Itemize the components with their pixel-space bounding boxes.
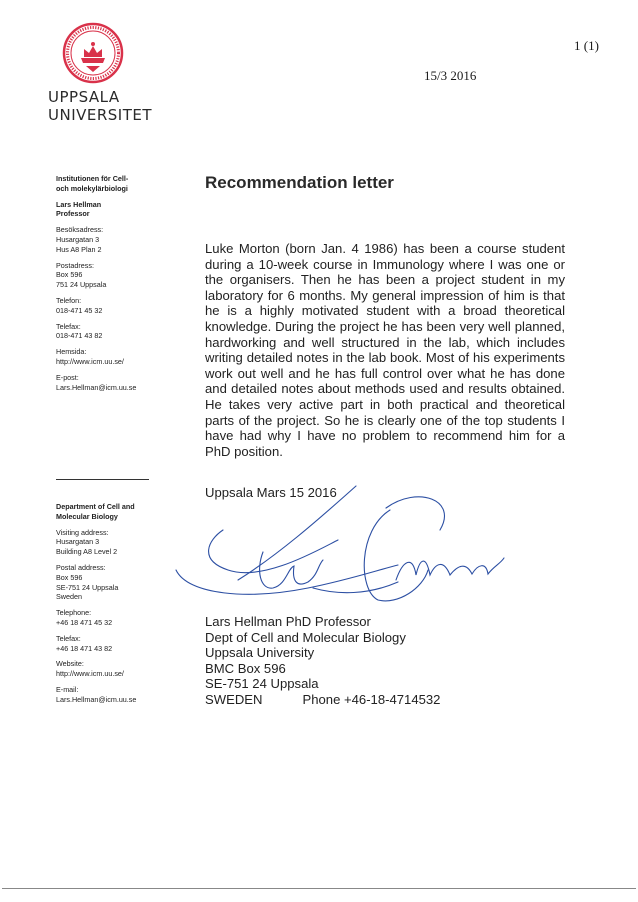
signer-department: Dept of Cell and Molecular Biology: [205, 629, 406, 645]
letter-title: Recommendation letter: [205, 173, 394, 192]
signature-block: [205, 614, 440, 708]
page-number: 1 (1): [574, 38, 599, 53]
website-sv: Hemsida: http://www.icm.uu.se/: [56, 347, 124, 366]
page-bottom-edge: [2, 888, 636, 889]
place-date: Uppsala Mars 15 2016: [205, 485, 337, 500]
dept-name-sv: Institutionen för Cell- och molekylärbiologi: [56, 174, 129, 193]
sidebar-swedish: [56, 174, 176, 398]
sidebar-divider: [56, 479, 149, 480]
phone-sv: Telefon: 018-471 45 32: [56, 295, 103, 315]
letter-body: Luke Morton (born Jan. 4 1986) has been a course student during a 10-week course in Immunology where I was one or the organisers. Then he has been a project student in my laboratory for 6 months. My general impression of him is that he is a highly motivated student with a broad theoretical knowledge. During the project he has been very well planned, hardworking and well structured in the lab, which includes writing detailed notes in the lab book. Most of his experiments work out well and he has full control over what he has done and detailed notes about methods used and results obtained. He takes very active part in both practical and theoretical parts of the project. So he is clearly one of the top students I have had why I have no problem to recommend him for a PhD position.: [205, 241, 565, 459]
university-seal-logo: [62, 22, 124, 84]
university-name: UPPSALA UNIVERSITET: [48, 88, 153, 124]
person-block: Lars Hellman Professor: [56, 199, 102, 219]
signer-university: Uppsala University: [205, 645, 315, 661]
handwritten-signature: [168, 470, 518, 615]
signer-country-phone: SWEDEN Phone +46-18-4714532: [205, 691, 441, 707]
signer-box: BMC Box 596: [205, 660, 286, 676]
email-sv: E-post: Lars.Hellman@icm.uu.se: [56, 372, 137, 392]
postal-address-sv: Postadress: Box 596 751 24 Uppsala: [56, 260, 107, 290]
sidebar-english: [56, 502, 176, 711]
postal-address-en: Postal address: Box 596 SE-751 24 Uppsala Sweden: [56, 562, 119, 602]
email-en: E-mail: Lars.Hellman@icm.uu.se: [56, 684, 137, 704]
phone-en: Telephone: +46 18 471 45 32: [56, 608, 113, 627]
visit-address-en: Visiting address: Husargatan 3 Building A8 Level 2: [56, 527, 118, 557]
visit-address-sv: Besöksadress: Husargatan 3 Hus A8 Plan 2: [56, 225, 104, 254]
signer-city: SE-751 24 Uppsala: [205, 676, 319, 692]
website-en: Website: http://www.icm.uu.se/: [56, 659, 124, 679]
fax-en: Telefax: +46 18 471 43 82: [56, 633, 113, 653]
dept-name-en: Department of Cell and Molecular Biology: [56, 502, 135, 521]
letter-date: 15/3 2016: [424, 68, 477, 83]
signer-name-title: Lars Hellman PhD Professor: [205, 614, 371, 629]
fax-sv: Telefax: 018-471 43 82: [56, 321, 103, 341]
